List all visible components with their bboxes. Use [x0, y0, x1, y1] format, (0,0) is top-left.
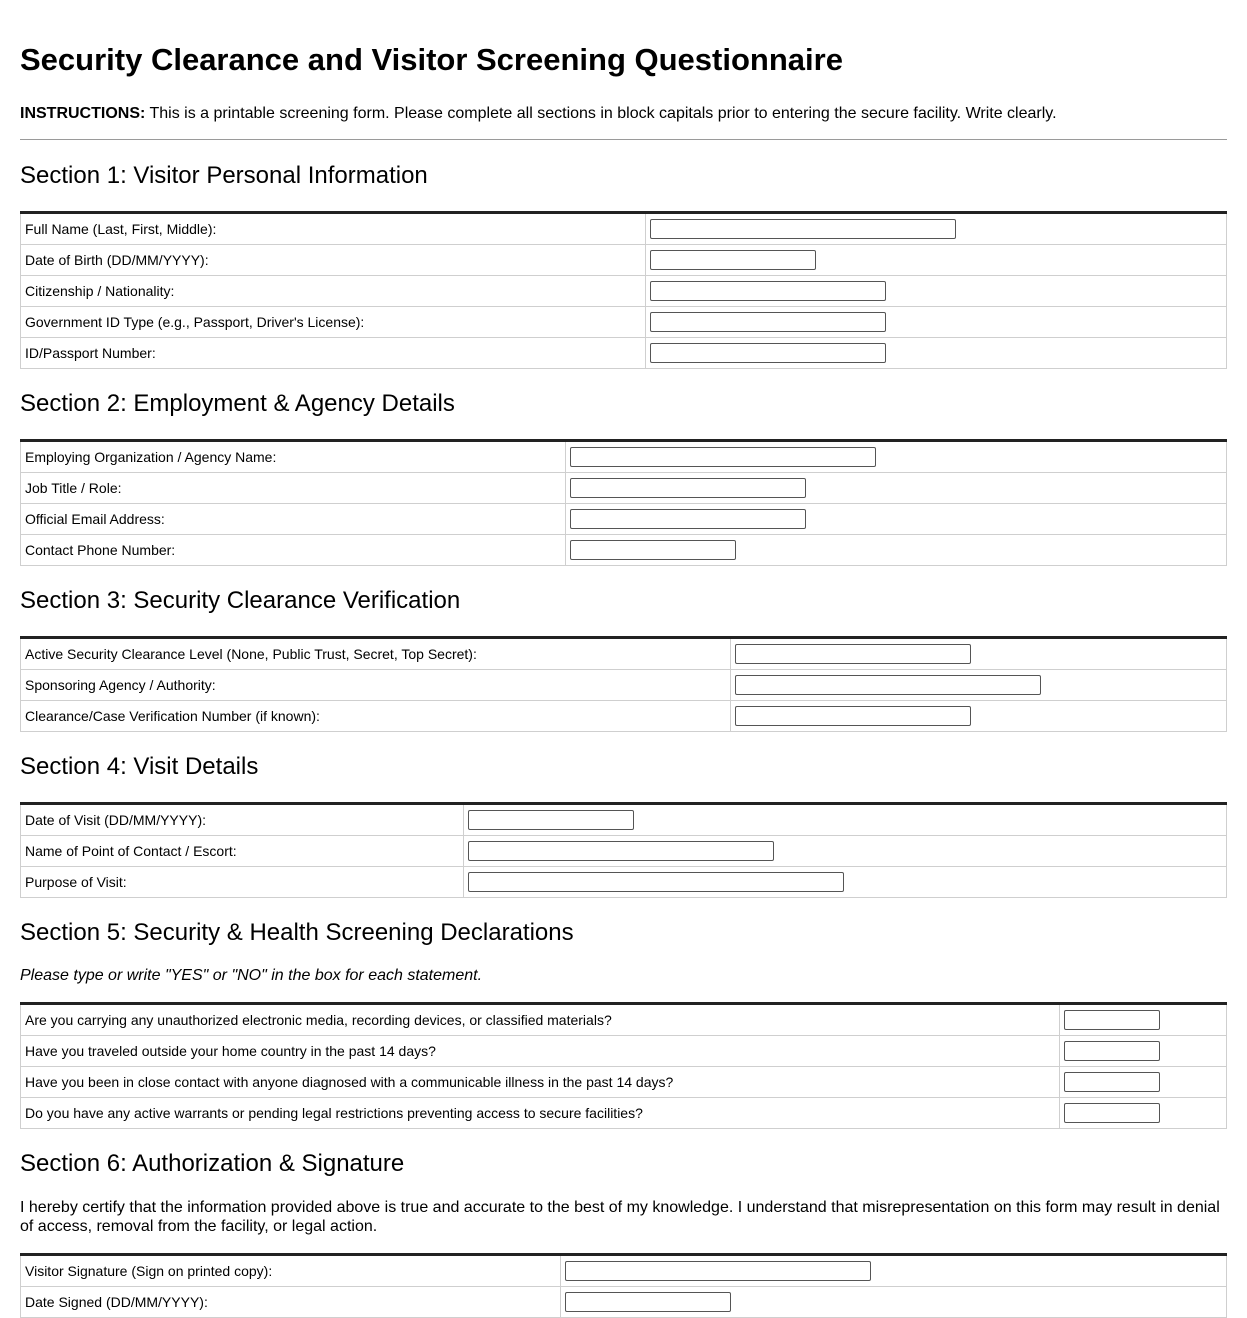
field-label: Official Email Address:: [21, 504, 566, 535]
verification-number-field[interactable]: [735, 706, 971, 726]
field-label: Have you traveled outside your home country in the past 14 days?: [21, 1036, 1060, 1067]
job-title-field[interactable]: [570, 478, 806, 498]
section-4-table: [20, 802, 1227, 898]
visit-date-field[interactable]: [468, 810, 634, 830]
instructions-text: This is a printable screening form. Please complete all sections in block capitals prior to entering the secure facility. Write clearly.: [145, 105, 1057, 122]
field-label: ID/Passport Number:: [21, 338, 646, 369]
table-row: [21, 1036, 1227, 1067]
field-label: Purpose of Visit:: [21, 867, 464, 898]
section-3-table: [20, 636, 1227, 732]
instructions: [20, 104, 1227, 124]
government-id-type-field[interactable]: [650, 312, 886, 332]
section-5-table: [20, 1002, 1227, 1129]
instructions-label: INSTRUCTIONS:: [20, 105, 146, 122]
travel-answer-field[interactable]: [1064, 1041, 1160, 1061]
field-label: Contact Phone Number:: [21, 535, 566, 566]
sponsoring-agency-field[interactable]: [735, 675, 1041, 695]
table-row: [21, 1098, 1227, 1129]
table-row: [21, 307, 1227, 338]
table-row: [21, 1255, 1227, 1287]
table-row: [21, 1287, 1227, 1318]
section-1-heading: Section 1: Visitor Personal Information: [20, 162, 428, 189]
section-4-heading: Section 4: Visit Details: [20, 753, 259, 780]
date-of-birth-field[interactable]: [650, 250, 816, 270]
table-row: [21, 504, 1227, 535]
table-row: [21, 473, 1227, 504]
electronic-media-answer-field[interactable]: [1064, 1010, 1160, 1030]
table-row: [21, 441, 1227, 473]
clearance-level-field[interactable]: [735, 644, 971, 664]
escort-name-field[interactable]: [468, 841, 774, 861]
table-row: [21, 535, 1227, 566]
field-label: Date of Visit (DD/MM/YYYY):: [21, 804, 464, 836]
field-label: Do you have any active warrants or pending legal restrictions preventing access to secure facilities?: [21, 1098, 1060, 1129]
table-row: [21, 245, 1227, 276]
citizenship-field[interactable]: [650, 281, 886, 301]
full-name-field[interactable]: [650, 219, 956, 239]
warrants-answer-field[interactable]: [1064, 1103, 1160, 1123]
organization-field[interactable]: [570, 447, 876, 467]
certification-statement: I hereby certify that the information provided above is true and accurate to the best of my knowledge. I understand that misrepresentation on this form may result in denial of access, removal from the facility, or legal action.: [20, 1199, 1220, 1235]
table-row: [21, 338, 1227, 369]
field-label: Sponsoring Agency / Authority:: [21, 670, 731, 701]
field-label: Have you been in close contact with anyone diagnosed with a communicable illness in the past 14 days?: [21, 1067, 1060, 1098]
illness-contact-answer-field[interactable]: [1064, 1072, 1160, 1092]
table-row: [21, 213, 1227, 245]
page-title: Security Clearance and Visitor Screening Questionnaire: [20, 42, 843, 77]
section-3-heading: Section 3: Security Clearance Verification: [20, 587, 461, 614]
table-row: [21, 701, 1227, 732]
table-row: [21, 836, 1227, 867]
field-label: Visitor Signature (Sign on printed copy):: [21, 1255, 561, 1287]
field-label: Name of Point of Contact / Escort:: [21, 836, 464, 867]
field-label: Government ID Type (e.g., Passport, Driver's License):: [21, 307, 646, 338]
table-row: [21, 1067, 1227, 1098]
field-label: Job Title / Role:: [21, 473, 566, 504]
section-1-table: [20, 211, 1227, 369]
table-row: [21, 867, 1227, 898]
header-divider: [20, 139, 1227, 140]
table-row: [21, 804, 1227, 836]
visitor-signature-field[interactable]: [565, 1261, 871, 1281]
declaration-note: Please type or write "YES" or "NO" in the box for each statement.: [20, 967, 483, 984]
section-6-heading: Section 6: Authorization & Signature: [20, 1150, 405, 1177]
field-label: Date of Birth (DD/MM/YYYY):: [21, 245, 646, 276]
table-row: [21, 276, 1227, 307]
table-row: [21, 638, 1227, 670]
email-field[interactable]: [570, 509, 806, 529]
field-label: Full Name (Last, First, Middle):: [21, 213, 646, 245]
date-signed-field[interactable]: [565, 1292, 731, 1312]
field-label: Citizenship / Nationality:: [21, 276, 646, 307]
table-row: [21, 670, 1227, 701]
field-label: Are you carrying any unauthorized electronic media, recording devices, or classified materials?: [21, 1004, 1060, 1036]
field-label: Active Security Clearance Level (None, Public Trust, Secret, Top Secret):: [21, 638, 731, 670]
phone-field[interactable]: [570, 540, 736, 560]
visit-purpose-field[interactable]: [468, 872, 844, 892]
field-label: Date Signed (DD/MM/YYYY):: [21, 1287, 561, 1318]
field-label: Clearance/Case Verification Number (if known):: [21, 701, 731, 732]
section-6-table: [20, 1253, 1227, 1318]
section-5-heading: Section 5: Security & Health Screening Declarations: [20, 919, 574, 946]
table-row: [21, 1004, 1227, 1036]
section-2-table: [20, 439, 1227, 566]
section-2-heading: Section 2: Employment & Agency Details: [20, 390, 455, 417]
passport-number-field[interactable]: [650, 343, 886, 363]
field-label: Employing Organization / Agency Name:: [21, 441, 566, 473]
